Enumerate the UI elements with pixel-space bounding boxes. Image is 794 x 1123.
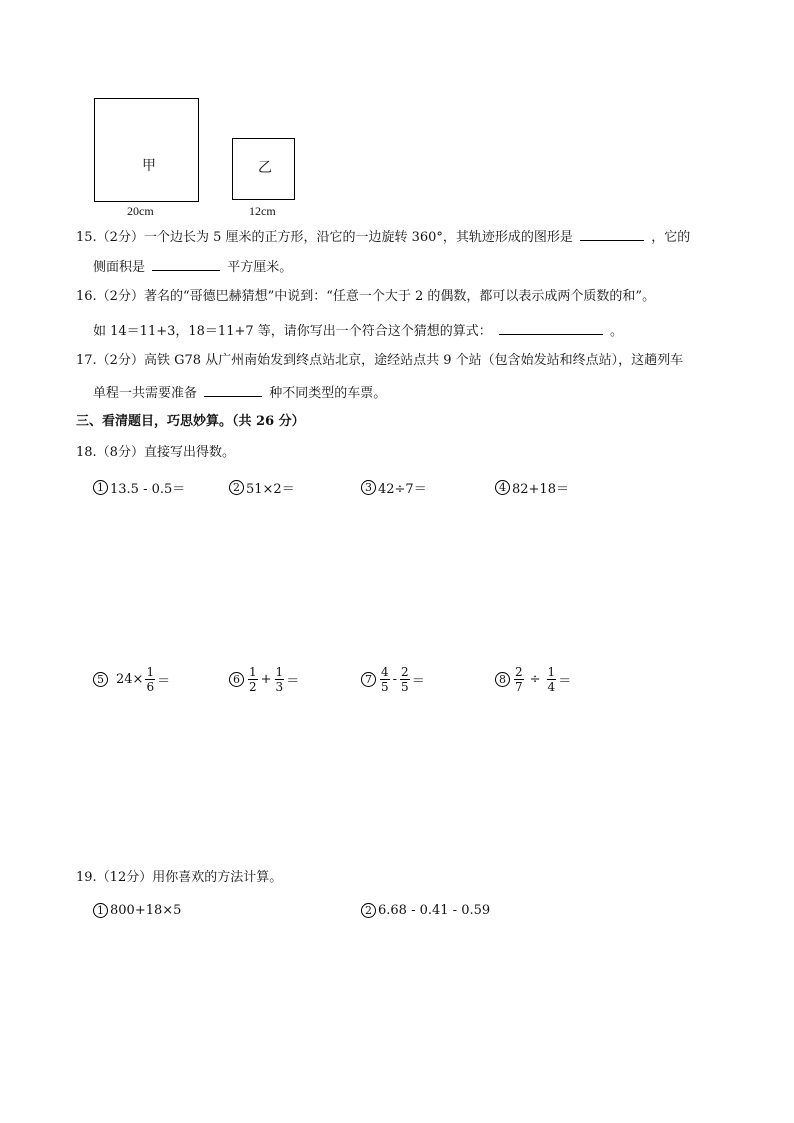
operator: + <box>260 672 272 687</box>
q16-text-a: 如 14＝11+3，18＝11+7 等，请你写出一个符合这个猜想的算式： <box>93 324 492 339</box>
equals-sign: ＝ <box>411 674 425 689</box>
circled-number: 5 <box>93 672 108 687</box>
square-jia <box>94 98 199 202</box>
q18-term: 24× <box>116 672 144 687</box>
q16-text-b: 。 <box>610 324 624 339</box>
question-16-line-2 <box>93 320 623 342</box>
q15-text-c: 侧面积是 <box>93 260 146 275</box>
q17-text-a: 单程一共需要准备 <box>93 386 198 401</box>
fraction-denominator: 5 <box>381 680 389 694</box>
q17-text-b: 种不同类型的车票。 <box>269 386 387 401</box>
q18-expression: 51×2＝ <box>246 482 295 497</box>
q18-item-3 <box>361 478 427 497</box>
square-jia-dimension: 20cm <box>127 204 154 218</box>
q18-expression: 42÷7＝ <box>378 482 427 497</box>
question-15-line-1 <box>76 226 690 248</box>
q18-item-8 <box>495 665 571 694</box>
circled-number: 1 <box>93 903 108 918</box>
q18-item-2 <box>229 478 295 497</box>
equals-sign: ＝ <box>558 674 572 689</box>
circled-number: 1 <box>93 480 108 495</box>
circled-number: 4 <box>495 480 510 495</box>
q19-item-1 <box>93 903 181 918</box>
fraction <box>275 665 285 694</box>
square-yi-dimension: 12cm <box>249 204 276 218</box>
fraction <box>380 665 390 694</box>
q19-item-2 <box>361 903 490 918</box>
square-jia-label: 甲 <box>142 158 156 174</box>
fraction <box>400 665 410 694</box>
fraction-denominator: 2 <box>249 680 257 694</box>
circled-number: 3 <box>361 480 376 495</box>
fraction-denominator: 7 <box>515 680 523 694</box>
fraction <box>145 665 155 694</box>
q16-answer-blank[interactable] <box>499 320 603 335</box>
circled-number: 8 <box>495 672 510 687</box>
circled-number: 2 <box>361 903 376 918</box>
fraction-numerator: 1 <box>547 665 556 679</box>
square-yi-label: 乙 <box>258 160 272 176</box>
circled-number: 7 <box>361 672 376 687</box>
q18-item-6 <box>229 665 299 694</box>
q18-item-7 <box>361 665 425 694</box>
q19-expression: 6.68 - 0.41 - 0.59 <box>378 903 491 918</box>
q15-text-b: ，它的 <box>651 230 691 245</box>
equals-sign: ＝ <box>157 674 171 689</box>
q18-expression: 13.5 - 0.5＝ <box>110 482 186 497</box>
q15-text-a: 15.（2分）一个边长为 5 厘米的正方形，沿它的一边旋转 360°，其轨迹形成的图形是 <box>76 230 573 245</box>
section-3-title: 三、看清题目，巧思妙算。（共 26 分） <box>76 414 305 429</box>
question-17-line-2 <box>93 382 386 404</box>
question-15-line-2 <box>93 256 292 278</box>
operator: ÷ <box>529 672 541 687</box>
fraction-numerator: 2 <box>401 665 409 679</box>
fraction-numerator: 2 <box>515 665 523 679</box>
question-18-title: 18.（8分）直接写出得数。 <box>76 445 235 460</box>
fraction-numerator: 4 <box>381 665 389 679</box>
fraction-denominator: 5 <box>401 680 409 694</box>
q18-item-5 <box>93 665 170 694</box>
fraction-numerator: 1 <box>249 665 257 679</box>
fraction <box>514 665 524 694</box>
fraction-denominator: 6 <box>146 680 155 694</box>
question-17-line-1: 17.（2分）高铁 G78 从广州南始发到终点站北京，途经站点共 9 个站（包含始发站和终点站），这趟列车 <box>76 353 684 368</box>
question-19-title: 19.（12分）用你喜欢的方法计算。 <box>76 870 283 885</box>
fraction-numerator: 1 <box>275 665 284 679</box>
equals-sign: ＝ <box>286 674 300 689</box>
question-16-line-1: 16.（2分）著名的“哥德巴赫猜想”中说到：“任意一个大于 2 的偶数，都可以表示成两个质数的和”。 <box>76 289 656 304</box>
fraction-numerator: 1 <box>146 665 155 679</box>
q17-answer-blank[interactable] <box>204 382 262 397</box>
circled-number: 2 <box>229 480 244 495</box>
q18-item-4 <box>495 478 569 497</box>
q15-text-d: 平方厘米。 <box>227 260 293 275</box>
fraction <box>248 665 258 694</box>
q15-answer-blank-2[interactable] <box>152 256 220 271</box>
q18-item-1 <box>93 478 185 497</box>
q15-answer-blank-1[interactable] <box>580 226 644 241</box>
operator: - <box>392 672 398 687</box>
fraction-denominator: 3 <box>275 680 284 694</box>
q18-expression: 82+18＝ <box>512 482 569 497</box>
q19-expression: 800+18×5 <box>110 903 182 918</box>
fraction-denominator: 4 <box>547 680 556 694</box>
circled-number: 6 <box>229 672 244 687</box>
fraction <box>547 665 557 694</box>
